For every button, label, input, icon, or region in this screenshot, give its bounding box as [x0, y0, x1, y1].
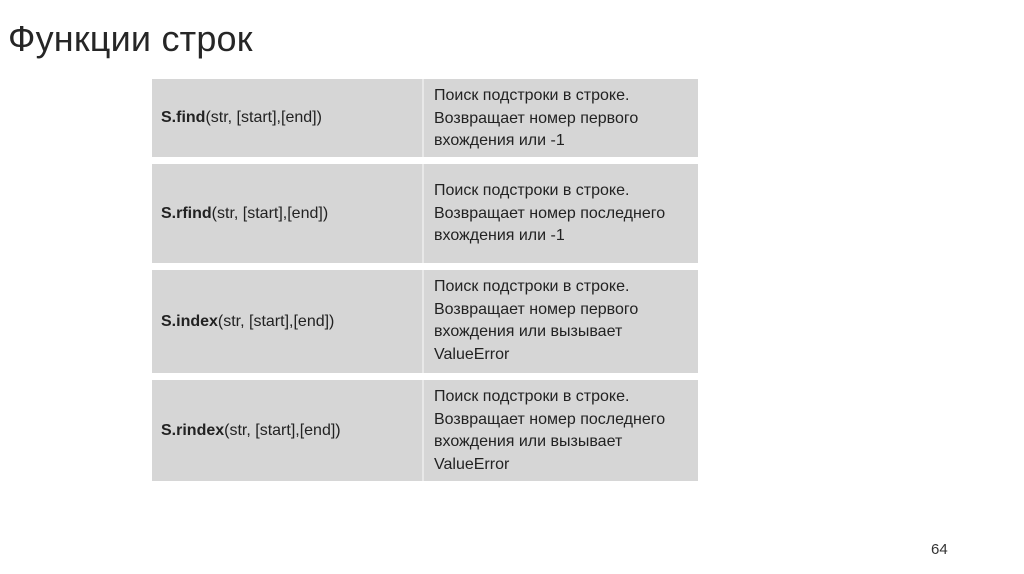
function-signature-cell [152, 380, 424, 481]
description-line: ValueError [434, 345, 510, 363]
functions-table [152, 79, 698, 483]
description-line: Поиск подстроки в строке. [434, 87, 630, 104]
function-description-cell [424, 79, 698, 157]
function-signature-cell [152, 79, 424, 157]
function-description-cell [424, 380, 698, 481]
description-line: Возвращает номер последнего [434, 204, 666, 222]
function-signature-cell [152, 270, 424, 373]
table-row [152, 270, 698, 375]
function-args: (str, [start],[end]) [211, 204, 329, 222]
description-line: Поиск подстроки в строке. [434, 388, 630, 405]
function-args: (str, [start],[end]) [224, 421, 341, 439]
table-row [152, 164, 698, 265]
function-description-cell [424, 164, 698, 263]
description-line: Поиск подстроки в строке. [434, 278, 630, 295]
function-args: (str, [start],[end]) [205, 109, 322, 126]
description-line: Возвращает номер первого [434, 300, 639, 318]
function-description-cell [424, 270, 698, 373]
description-line: вхождения или вызывает [434, 433, 623, 450]
function-name: S.index [161, 312, 218, 330]
function-name: S.find [161, 109, 206, 126]
description-line: вхождения или -1 [434, 227, 565, 244]
table-row [152, 79, 698, 159]
description-line: Возвращает номер последнего [434, 410, 666, 428]
description-line: вхождения или -1 [434, 132, 565, 149]
description-line: ValueError [434, 455, 510, 473]
table-row [152, 380, 698, 483]
function-args: (str, [start],[end]) [217, 312, 335, 330]
function-name: S.rindex [161, 421, 225, 439]
page-number: 64 [931, 541, 948, 558]
function-name: S.rfind [161, 204, 212, 222]
description-line: Возвращает номер первого [434, 109, 639, 127]
description-line: Поиск подстроки в строке. [434, 182, 630, 199]
function-signature-cell [152, 164, 424, 263]
description-line: вхождения или вызывает [434, 323, 623, 340]
slide-title: Функции строк [8, 18, 253, 59]
